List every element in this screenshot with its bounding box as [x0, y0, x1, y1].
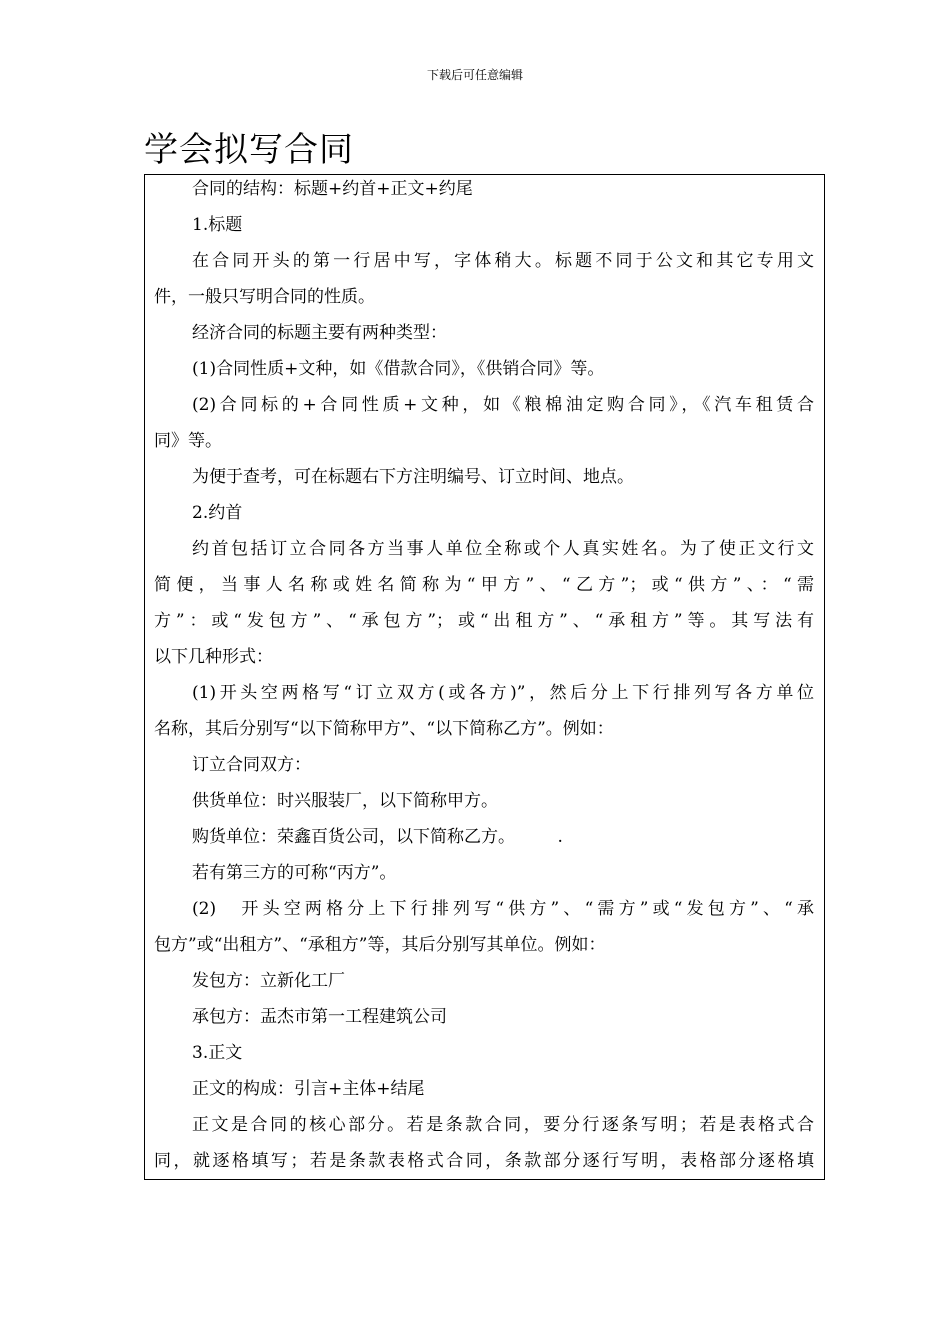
paragraph-line: 承包方：盂杰市第一工程建筑公司	[192, 1007, 447, 1027]
paragraph-line: 在合同开头的第一行居中写，字体稍大。标题不同于公文和其它专用文	[192, 251, 814, 271]
section-heading: 1.标题	[192, 215, 243, 235]
paragraph-line: 简便，当事人名称或姓名简称为“甲方”、“乙方”；或“供方”、：“需	[154, 575, 814, 595]
paragraph-line: (1)合同性质+文种，如《借款合同》，《供销合同》等。	[192, 359, 605, 379]
paragraph-line: (2) 开头空两格分上下行排列写“供方”、“需方”或“发包方”、“承	[192, 899, 814, 919]
paragraph-line: 件，一般只写明合同的性质。	[154, 287, 375, 307]
paragraph-line: 名称，其后分别写“以下简称甲方”、“以下简称乙方”。例如：	[154, 719, 614, 739]
paragraph-line: 为便于查考，可在标题右下方注明编号、订立时间、地点。	[192, 467, 634, 487]
paragraph-line: 发包方：立新化工厂	[192, 971, 345, 991]
paragraph-line: 订立合同双方：	[192, 755, 311, 775]
paragraph-line: 购货单位：荣鑫百货公司，以下简称乙方。 .	[192, 827, 563, 847]
paragraph-line: (1)开头空两格写“订立双方(或各方)”，然后分上下行排列写各方单位	[192, 683, 814, 703]
paragraph-line: 若有第三方的可称“丙方”。	[192, 863, 397, 883]
paragraph-line: 合同的结构：标题+约首+正文+约尾	[192, 179, 473, 199]
paragraph-line: 约首包括订立合同各方当事人单位全称或个人真实姓名。为了使正文行文	[192, 539, 814, 559]
content-table-cell	[144, 174, 825, 1180]
paragraph-line: 经济合同的标题主要有两种类型：	[192, 323, 447, 343]
paragraph-line: 正文是合同的核心部分。若是条款合同，要分行逐条写明；若是表格式合	[192, 1115, 814, 1135]
paragraph-line: 同》等。	[154, 431, 222, 451]
document-title: 学会拟写合同	[144, 130, 354, 170]
paragraph-line: 正文的构成：引言+主体+结尾	[192, 1079, 425, 1099]
paragraph-line: (2)合同标的+合同性质+文种，如《粮棉油定购合同》，《汽车租赁合	[192, 395, 814, 415]
page-header-note: 下载后可任意编辑	[426, 68, 523, 82]
paragraph-line: 供货单位：时兴服装厂，以下简称甲方。	[192, 791, 498, 811]
paragraph-line: 同，就逐格填写；若是条款表格式合同，条款部分逐行写明，表格部分逐格填	[154, 1151, 814, 1171]
section-heading: 3.正文	[192, 1043, 243, 1063]
paragraph-line: 包方”或“出租方”、“承租方”等，其后分别写其单位。例如：	[154, 935, 606, 955]
paragraph-line: 以下几种形式：	[154, 647, 273, 667]
section-heading: 2.约首	[192, 503, 243, 523]
paragraph-line: 方”：或“发包方”、“承包方”；或“出租方”、“承租方”等。其写法有	[154, 611, 814, 631]
